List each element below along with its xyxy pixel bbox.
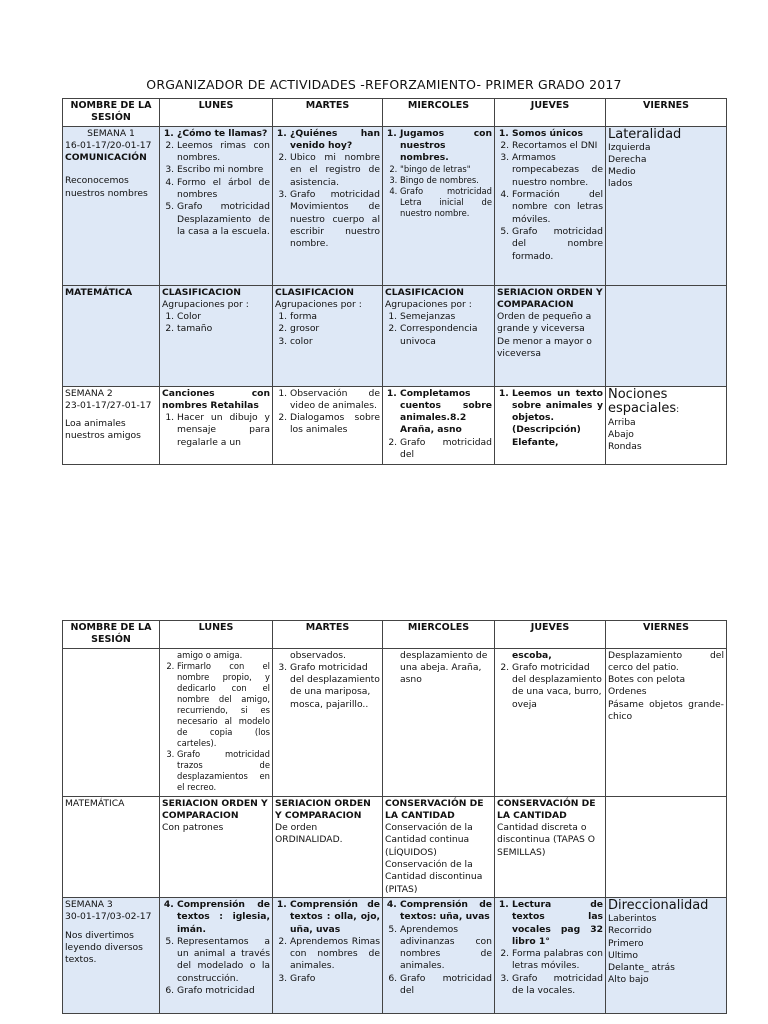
cell-viernes [606, 648, 727, 796]
header-jueves: JUEVES [495, 621, 606, 649]
cell-title: SERIACION ORDEN Y COMPARACION [275, 797, 371, 821]
session-topic: Loa animales nuestros amigos [65, 418, 141, 442]
list-item: 6. Grafo motricidad [177, 985, 270, 997]
list-item: 2. Correspondencia univoca [400, 323, 492, 348]
header-miercoles: MIERCOLES [383, 99, 495, 127]
cell-viernes [606, 796, 727, 897]
cell-martes [273, 386, 383, 464]
cell-subtitle: Agrupaciones por : [385, 298, 472, 310]
list-item: lados [608, 178, 633, 190]
week-dates: 23-01-17/27-01-17 [65, 399, 152, 411]
list-item: 5. Grafo motricidad Desplazamiento de la casa a la escuela. [177, 201, 270, 238]
list-item: 1. forma [290, 311, 380, 323]
cell-title: CONSERVACIÓN DE LA CANTIDAD [385, 797, 484, 821]
viernes-title-line: Nociones [608, 386, 668, 402]
cell-title: CONSERVACIÓN DE LA CANTIDAD [497, 797, 596, 821]
cell-jueves [495, 285, 606, 386]
list-item: 1. ¿Quiénes han venido hoy? [290, 128, 380, 153]
list-item: 2. Grafo motricidad del [400, 437, 492, 462]
header-lunes: LUNES [160, 99, 273, 127]
list-item: 2. grosor [290, 323, 380, 335]
table-row [63, 126, 727, 285]
cell-martes [273, 648, 383, 796]
activities-table-1 [62, 98, 727, 465]
cell-miercoles [383, 796, 495, 897]
header-martes: MARTES [273, 99, 383, 127]
cell-continuation: observados. [290, 649, 346, 661]
header-miercoles: MIERCOLES [383, 621, 495, 649]
cell-lunes [160, 285, 273, 386]
table-row [63, 897, 727, 1013]
cell-lunes [160, 796, 273, 897]
session-cell [63, 126, 160, 285]
header-martes: MARTES [273, 621, 383, 649]
cell-line: Conservación de la Cantidad discontinua (PITAS) [385, 859, 483, 895]
cell-martes [273, 796, 383, 897]
list-item: Alto bajo [608, 974, 649, 986]
list-item: 1. Observación de video de animales. [290, 388, 380, 413]
list-item: 2. Recortamos el DNI [512, 140, 603, 152]
list-item: Primero [608, 937, 644, 949]
cell-jueves [495, 648, 606, 796]
cell-title: CLASIFICACION [162, 286, 241, 298]
cell-subtitle: Agrupaciones por : [275, 298, 362, 310]
list-item: 3. Grafo motricidad trazos de desplazamientos en el recreo. [177, 749, 270, 793]
list-item: Ordenes [608, 686, 647, 698]
week-dates: 30-01-17/03-02-17 [65, 911, 152, 923]
list-item: 2. Ubico mi nombre en el registro de asistencia. [290, 152, 380, 189]
cell-jueves [495, 897, 606, 1013]
cell-jueves [495, 386, 606, 464]
viernes-title-line: espaciales [608, 400, 677, 416]
list-item: Delante_ atrás [608, 962, 675, 974]
week-label: SEMANA 3 [65, 898, 113, 910]
viernes-title [608, 388, 724, 417]
cell-lunes [160, 386, 273, 464]
list-item: 4. Formo el árbol de nombres [177, 177, 270, 202]
list-item: Desplazamiento del cerco del patio. [608, 649, 724, 673]
list-item: Recorrido [608, 925, 652, 937]
viernes-title: Lateralidad [608, 126, 682, 142]
list-item: Abajo [608, 428, 634, 440]
list-item: 3. Grafo [290, 973, 380, 985]
header-row [63, 99, 727, 127]
cell-title: SERIACION ORDEN Y COMPARACION [162, 797, 268, 821]
session-cell [63, 648, 160, 796]
list-item: 3. Bingo de nombres. [400, 175, 492, 186]
list-item: Botes con pelota [608, 674, 686, 686]
list-item: 5. Aprendemos adivinanzas con nombres de animales. [400, 924, 492, 973]
cell-viernes [606, 126, 727, 285]
cell-title: Canciones con nombres Retahilas [162, 387, 270, 411]
list-item: 2. tamaño [177, 323, 270, 335]
list-item: 1. Color [177, 311, 270, 323]
cell-title: CLASIFICACION [385, 286, 464, 298]
cell-martes [273, 126, 383, 285]
cell-line: De menor a mayor o viceversa [497, 335, 592, 360]
session-cell: MATEMÁTICA [63, 796, 160, 897]
list-item: 3. Escribo mi nombre [177, 164, 270, 176]
cell-continuation: escoba, [512, 649, 552, 661]
list-item: Izquierda [608, 141, 651, 153]
list-item: 2. Dialogamos sobre los animales [290, 412, 380, 437]
week-dates: 16-01-17/20-01-17 [65, 139, 152, 151]
week-label: SEMANA 2 [65, 387, 113, 399]
session-topic: Reconocemos nuestros nombres [65, 175, 148, 199]
list-item: 2. Aprendemos Rimas con nombres de animales. [290, 936, 380, 973]
list-item: 3. Armamos rompecabezas de nuestro nombre. [512, 152, 603, 189]
cell-lunes [160, 648, 273, 796]
cell-line: Cantidad discreta o discontinua (TAPAS O SEMILLAS) [497, 822, 596, 858]
header-row [63, 621, 727, 649]
cell-continuation: desplazamiento de una abeja. Araña, asno [400, 649, 488, 686]
list-item: 4. Comprensión de textos: uña, uvas [400, 899, 492, 924]
header-viernes: VIERNES [606, 621, 727, 649]
list-item: Medio [608, 166, 636, 178]
list-item: 1. Semejanzas [400, 311, 492, 323]
list-item: Pásame objetos grande-chico [608, 698, 724, 723]
cell-miercoles [383, 648, 495, 796]
table-row [63, 796, 727, 897]
session-topic: Nos divertimos leyendo diversos textos. [65, 929, 143, 966]
header-sesion: NOMBRE DE LA SESIÓN [63, 621, 160, 649]
cell-line: Orden de pequeño a grande y viceversa [497, 311, 592, 335]
table-row [63, 386, 727, 464]
list-item: 3. Grafo motricidad del desplazamiento de una mariposa, mosca, pajarillo.. [290, 662, 380, 711]
list-item: 4. Grafo motricidad Letra inicial de nuestro nombre. [400, 186, 492, 219]
cell-miercoles [383, 897, 495, 1013]
cell-title: CLASIFICACION [275, 286, 354, 298]
list-item: 2. Grafo motricidad del desplazamiento de una vaca, burro, oveja [512, 662, 603, 711]
cell-miercoles [383, 386, 495, 464]
viernes-title: Direccionalidad [608, 897, 709, 913]
table-row [63, 285, 727, 386]
list-item: Rondas [608, 441, 642, 453]
list-item: 4. Formación del nombre con letras móviles. [512, 189, 603, 226]
cell-subtitle: Agrupaciones por : [162, 298, 249, 310]
list-item: 5. Grafo motricidad del nombre formado. [512, 226, 603, 263]
list-item: 1. Hacer un dibujo y mensaje para regalarle a un [177, 412, 270, 449]
week-label: SEMANA 1 [87, 127, 135, 139]
cell-martes [273, 285, 383, 386]
cell-subtitle: De orden ORDINALIDAD. [275, 822, 343, 846]
list-item: 3. Grafo motricidad Movimientos de nuestro cuerpo al escribir nuestro nombre. [290, 189, 380, 250]
list-item: 1. Somos únicos [512, 128, 603, 140]
header-sesion: NOMBRE DE LA SESIÓN [63, 99, 160, 127]
cell-jueves [495, 796, 606, 897]
list-item: Laberintos [608, 912, 657, 924]
viernes-title-colon: : [676, 404, 680, 415]
header-lunes: LUNES [160, 621, 273, 649]
list-item: 5. Representamos a un animal a través del modelado o la construcción. [177, 936, 270, 985]
list-item: 6. Grafo motricidad del [400, 973, 492, 998]
page-title: ORGANIZADOR DE ACTIVIDADES -REFORZAMIENTO- PRIMER GRADO 2017 [146, 77, 622, 92]
cell-martes [273, 897, 383, 1013]
cell-viernes [606, 285, 727, 386]
list-item: 1. Jugamos con nuestros nombres. [400, 128, 492, 165]
list-item: 1. Leemos un texto sobre animales y objetos. (Descripción) Elefante, [512, 388, 603, 449]
session-cell [63, 897, 160, 1013]
header-viernes: VIERNES [606, 99, 727, 127]
cell-miercoles [383, 126, 495, 285]
session-cell [63, 386, 160, 464]
table-row [63, 648, 727, 796]
list-item: 2. Firmarlo con el nombre propio, y dedicarlo con el nombre del amigo, recurriendo, si es necesario al modelo de copia (los carteles). [177, 661, 270, 749]
header-jueves: JUEVES [495, 99, 606, 127]
list-item: 1. Lectura de textos las vocales pag 32 libro 1° [512, 899, 603, 948]
list-item: 1. Comprensión de textos : olla, ojo, uña, uvas [290, 899, 380, 936]
cell-jueves [495, 126, 606, 285]
list-item: 4. Comprensión de textos : iglesia, imán. [177, 899, 270, 936]
list-item: 3. Grafo motricidad de la vocales. [512, 973, 603, 998]
cell-subtitle: Con patrones [162, 822, 224, 834]
list-item: 1. ¿Cómo te llamas? [177, 128, 270, 140]
list-item: 3. color [290, 336, 380, 348]
list-item: Arriba [608, 416, 636, 428]
list-item: 2. "bingo de letras" [400, 164, 492, 175]
list-item: Derecha [608, 153, 647, 165]
cell-miercoles [383, 285, 495, 386]
cell-title: SERIACION ORDEN Y COMPARACION [497, 286, 603, 310]
session-cell: MATEMÁTICA [63, 285, 160, 386]
list-item: 2. Leemos rimas con nombres. [177, 140, 270, 165]
cell-lunes [160, 126, 273, 285]
cell-viernes [606, 386, 727, 464]
list-item: 1. Completamos cuentos sobre animales.8.2 Araña, asno [400, 388, 492, 437]
cell-continuation: amigo o amiga. [177, 649, 243, 660]
activities-table-2 [62, 620, 727, 1014]
list-item: Ultimo [608, 949, 639, 961]
cell-lunes [160, 897, 273, 1013]
cell-viernes [606, 897, 727, 1013]
list-item: 2. Forma palabras con letras móviles. [512, 948, 603, 973]
area-label: COMUNICACIÓN [65, 152, 147, 164]
cell-line: Conservación de la Cantidad continua (LÍQUIDOS) [385, 822, 473, 858]
